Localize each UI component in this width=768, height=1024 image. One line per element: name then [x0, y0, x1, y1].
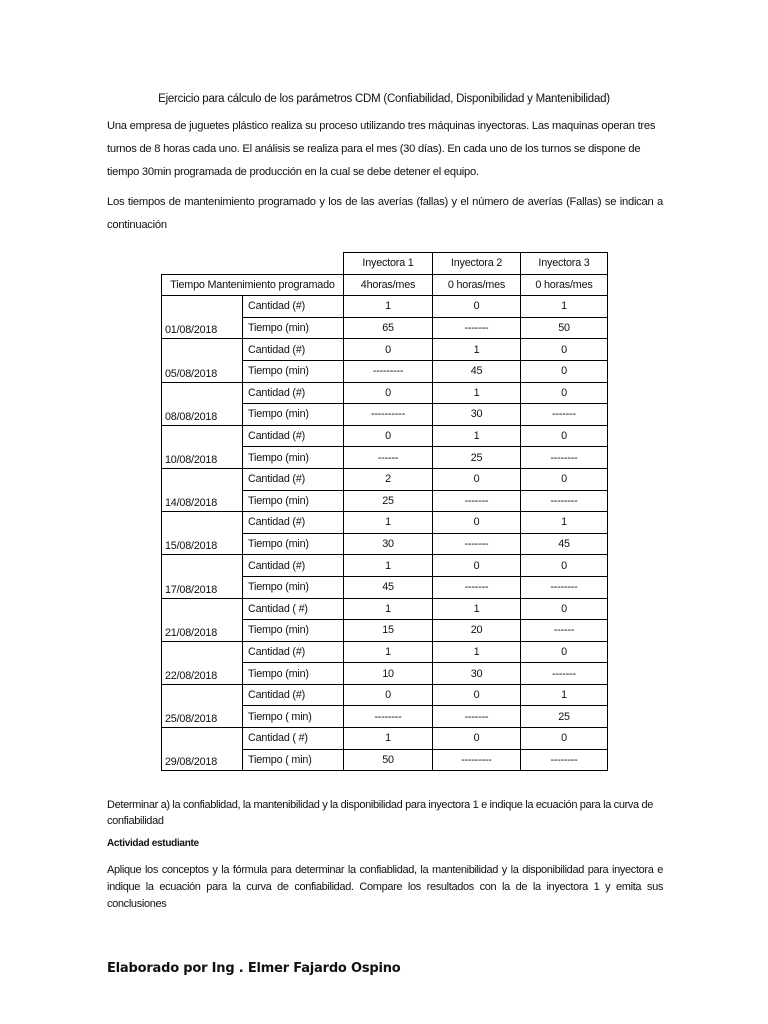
time-cell: 45: [344, 576, 433, 598]
time-label: Tiempo (min): [243, 490, 344, 512]
time-cell: 45: [521, 533, 608, 555]
row-date: 01/08/2018: [162, 296, 243, 339]
table-row-quantity: [162, 468, 608, 490]
quantity-label: Cantidad (#): [243, 382, 344, 404]
table-row-quantity: [162, 296, 608, 318]
time-cell: -------: [433, 533, 521, 555]
table-row-quantity: [162, 555, 608, 577]
row-date: 22/08/2018: [162, 641, 243, 684]
time-cell: --------: [521, 490, 608, 512]
activity-text: Aplique los conceptos y la fórmula para determinar la confiablidad, la mantenibilidad y la disponibilidad para inyectora e indique la ecuación para la curva de confiabilidad. Compare los resultados con la de la inyectora 1 y emita sus conclusiones: [107, 864, 663, 910]
author-footer: Elaborado por Ing . Elmer Fajardo Ospino: [107, 961, 401, 976]
quantity-cell: 0: [521, 468, 608, 490]
time-label: Tiempo (min): [243, 447, 344, 469]
row-date: 17/08/2018: [162, 555, 243, 598]
time-cell: 25: [521, 706, 608, 728]
time-cell: -------: [433, 576, 521, 598]
time-cell: -------: [433, 706, 521, 728]
quantity-cell: 0: [344, 339, 433, 361]
time-cell: 15: [344, 620, 433, 642]
time-label: Tiempo ( min): [243, 749, 344, 771]
quantity-cell: 1: [344, 512, 433, 534]
row-date: 08/08/2018: [162, 382, 243, 425]
time-label: Tiempo (min): [243, 404, 344, 426]
time-cell: 30: [433, 663, 521, 685]
time-label: Tiempo (min): [243, 317, 344, 339]
row-date: 25/08/2018: [162, 684, 243, 727]
quantity-label: Cantidad (#): [243, 296, 344, 318]
maintenance-label: Tiempo Mantenimiento programado: [162, 274, 344, 296]
quantity-cell: 0: [521, 555, 608, 577]
header-inyectora-3: Inyectora 3: [521, 253, 608, 275]
time-cell: 25: [344, 490, 433, 512]
time-cell: --------: [521, 749, 608, 771]
table-body: [162, 253, 608, 771]
table-row-quantity: [162, 339, 608, 361]
row-date: 05/08/2018: [162, 339, 243, 382]
time-label: Tiempo (min): [243, 663, 344, 685]
time-cell: 30: [433, 404, 521, 426]
row-date: 15/08/2018: [162, 512, 243, 555]
quantity-cell: 0: [521, 425, 608, 447]
time-cell: 30: [344, 533, 433, 555]
quantity-label: Cantidad (#): [243, 512, 344, 534]
time-cell: 45: [433, 360, 521, 382]
quantity-label: Cantidad (#): [243, 468, 344, 490]
quantity-label: Cantidad (#): [243, 425, 344, 447]
table-row-quantity: [162, 512, 608, 534]
table-row-quantity: [162, 382, 608, 404]
time-cell: --------: [521, 447, 608, 469]
quantity-cell: 0: [433, 468, 521, 490]
time-cell: ------: [521, 620, 608, 642]
time-cell: 25: [433, 447, 521, 469]
quantity-label: Cantidad ( #): [243, 598, 344, 620]
quantity-cell: 1: [433, 598, 521, 620]
quantity-label: Cantidad (#): [243, 641, 344, 663]
quantity-cell: 1: [433, 425, 521, 447]
row-date: 29/08/2018: [162, 728, 243, 771]
time-cell: ---------: [433, 749, 521, 771]
time-cell: -------: [521, 663, 608, 685]
time-cell: -------: [433, 317, 521, 339]
row-date: 21/08/2018: [162, 598, 243, 641]
quantity-cell: 2: [344, 468, 433, 490]
quantity-cell: 1: [521, 512, 608, 534]
header-inyectora-2: Inyectora 2: [433, 253, 521, 275]
time-label: Tiempo ( min): [243, 706, 344, 728]
table-row-quantity: [162, 641, 608, 663]
table-row-quantity: [162, 425, 608, 447]
quantity-cell: 0: [521, 339, 608, 361]
time-label: Tiempo (min): [243, 360, 344, 382]
maintenance-value: 0 horas/mes: [521, 274, 608, 296]
time-label: Tiempo (min): [243, 576, 344, 598]
quantity-cell: 1: [344, 641, 433, 663]
quantity-cell: 0: [433, 728, 521, 750]
time-cell: 10: [344, 663, 433, 685]
header-empty-cell: [162, 253, 344, 275]
quantity-cell: 1: [521, 296, 608, 318]
quantity-cell: 0: [433, 296, 521, 318]
time-cell: 20: [433, 620, 521, 642]
quantity-cell: 0: [433, 512, 521, 534]
quantity-cell: 0: [433, 684, 521, 706]
time-cell: 50: [344, 749, 433, 771]
time-label: Tiempo (min): [243, 620, 344, 642]
quantity-cell: 0: [433, 555, 521, 577]
quantity-label: Cantidad (#): [243, 555, 344, 577]
quantity-cell: 1: [344, 728, 433, 750]
time-cell: 50: [521, 317, 608, 339]
time-label: Tiempo (min): [243, 533, 344, 555]
table-header-row: [162, 253, 608, 275]
quantity-cell: 1: [433, 339, 521, 361]
failure-data-table: [161, 252, 608, 771]
quantity-cell: 1: [521, 684, 608, 706]
quantity-cell: 0: [344, 425, 433, 447]
time-cell: -------: [433, 490, 521, 512]
quantity-cell: 0: [521, 382, 608, 404]
maintenance-value: 0 horas/mes: [433, 274, 521, 296]
table-row-quantity: [162, 684, 608, 706]
quantity-label: Cantidad (#): [243, 339, 344, 361]
quantity-cell: 1: [344, 598, 433, 620]
time-cell: --------: [521, 576, 608, 598]
row-date: 10/08/2018: [162, 425, 243, 468]
table-row-quantity: [162, 598, 608, 620]
quantity-cell: 0: [521, 598, 608, 620]
time-cell: 65: [344, 317, 433, 339]
header-inyectora-1: Inyectora 1: [344, 253, 433, 275]
table-intro-paragraph: Los tiempos de mantenimiento programado y los de las averías (fallas) y el número de averías (Fallas) se indican a continuación: [107, 196, 663, 231]
time-cell: ------: [344, 447, 433, 469]
quantity-cell: 1: [433, 382, 521, 404]
time-cell: 0: [521, 360, 608, 382]
quantity-label: Cantidad (#): [243, 684, 344, 706]
quantity-cell: 0: [344, 382, 433, 404]
time-cell: -------: [521, 404, 608, 426]
quantity-cell: 1: [344, 555, 433, 577]
quantity-cell: 0: [521, 728, 608, 750]
quantity-cell: 0: [521, 641, 608, 663]
quantity-cell: 1: [433, 641, 521, 663]
quantity-cell: 1: [344, 296, 433, 318]
document-title: Ejercicio para cálculo de los parámetros CDM (Confiabilidad, Disponibilidad y Mantenibilidad): [158, 93, 610, 105]
table-row-quantity: [162, 728, 608, 750]
time-cell: ---------: [344, 360, 433, 382]
row-date: 14/08/2018: [162, 468, 243, 511]
intro-paragraph: Una empresa de juguetes plástico realiza su proceso utilizando tres máquinas inyectoras. Las maquinas operan tres turnos de 8 horas cada uno. El análisis se realiza para el mes (30 días). En cada uno de los turnos se dispone de tiempo 30min programada de producción en la cual se debe detener el equipo.: [107, 120, 656, 178]
maintenance-value: 4horas/mes: [344, 274, 433, 296]
time-cell: --------: [344, 706, 433, 728]
time-cell: ----------: [344, 404, 433, 426]
quantity-cell: 0: [344, 684, 433, 706]
maintenance-row: [162, 274, 608, 296]
activity-heading: Actividad estudiante: [107, 838, 199, 849]
question-text: Determinar a) la confiablidad, la mantenibilidad y la disponibilidad para inyectora 1 e indique la ecuación para la curva de confiabilidad: [107, 799, 654, 827]
quantity-label: Cantidad ( #): [243, 728, 344, 750]
